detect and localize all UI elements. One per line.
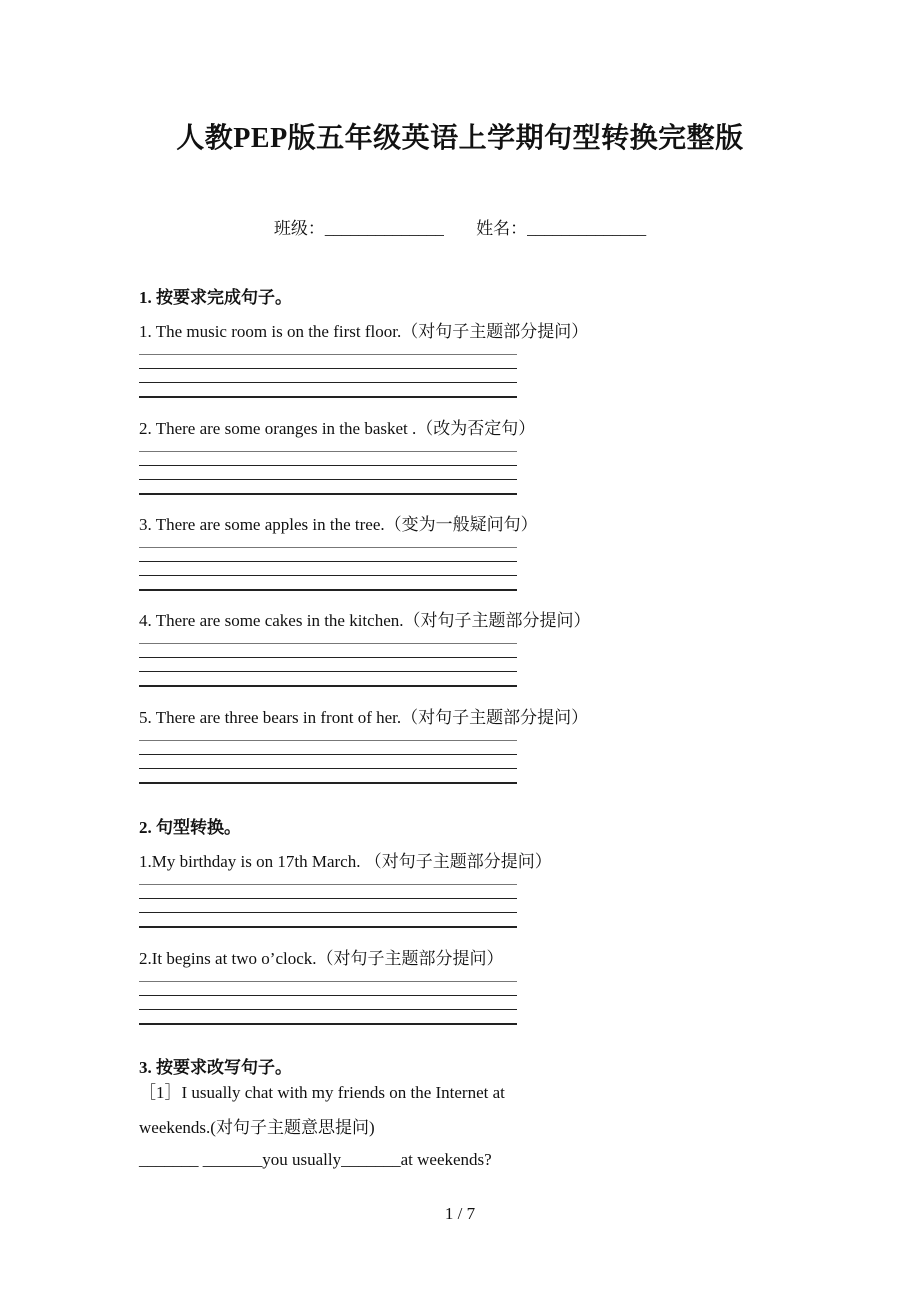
answer-line: [139, 884, 517, 885]
question-1-3: 3. There are some apples in the tree.（变为一般疑问句）: [139, 515, 538, 534]
answer-lines-1-3: [139, 547, 517, 591]
class-label: 班级：: [273, 219, 325, 238]
question-3-1-line-2: weekends.(对句子主题意思提问): [139, 1118, 375, 1137]
answer-line: [139, 926, 517, 928]
page-title: 人教PEP版五年级英语上学期句型转换完整版: [176, 123, 744, 154]
answer-lines-1-1: [139, 354, 517, 398]
answer-line: [139, 995, 517, 996]
answer-line: [139, 561, 517, 562]
answer-lines-1-2: [139, 451, 517, 495]
answer-line: [139, 981, 517, 982]
answer-line: [139, 589, 517, 591]
question-1-5: 5. There are three bears in front of her.（对句子主题部分提问）: [139, 708, 589, 727]
answer-line: [139, 643, 517, 644]
answer-line: [139, 671, 517, 672]
answer-line: [139, 782, 517, 784]
question-3-1-answer: _______ _______you usually_______at weekends?: [139, 1150, 492, 1169]
answer-line: [139, 575, 517, 576]
question-1-1: 1. The music room is on the first floor.（对句子主题部分提问）: [139, 322, 589, 341]
question-2-1: 1.My birthday is on 17th March. （对句子主题部分提问）: [139, 852, 552, 871]
section-heading-1: 1. 按要求完成句子。: [139, 288, 292, 307]
answer-line: [139, 451, 517, 452]
question-1-2: 2. There are some oranges in the basket .（改为否定句）: [139, 419, 536, 438]
answer-line: [139, 768, 517, 769]
section-heading-2: 2. 句型转换。: [139, 818, 241, 837]
section-heading-3: 3. 按要求改写句子。: [139, 1058, 292, 1077]
answer-line: [139, 740, 517, 741]
name-blank: ______________: [527, 219, 647, 238]
answer-line: [139, 1009, 517, 1010]
answer-line: [139, 754, 517, 755]
student-info-row: [0, 214, 920, 239]
question-3-1-line-1: ［1］I usually chat with my friends on the Internet at: [139, 1083, 505, 1102]
answer-lines-1-4: [139, 643, 517, 687]
class-blank: ______________: [324, 219, 444, 238]
answer-line: [139, 685, 517, 687]
answer-lines-1-5: [139, 740, 517, 784]
question-2-2: 2.It begins at two o’clock.（对句子主题部分提问）: [139, 949, 504, 968]
answer-line: [139, 493, 517, 495]
answer-lines-2-2: [139, 981, 517, 1025]
answer-line: [139, 354, 517, 355]
name-label: 姓名：: [476, 219, 528, 238]
answer-line: [139, 912, 517, 913]
class-field: [274, 214, 444, 239]
answer-line: [139, 1023, 517, 1025]
question-1-4: 4. There are some cakes in the kitchen.（对句子主题部分提问）: [139, 611, 591, 630]
answer-line: [139, 898, 517, 899]
answer-line: [139, 547, 517, 548]
answer-line: [139, 396, 517, 398]
answer-lines-2-1: [139, 884, 517, 928]
page-indicator: 1 / 7: [444, 1204, 476, 1223]
name-field: [476, 214, 646, 239]
answer-line: [139, 465, 517, 466]
answer-line: [139, 657, 517, 658]
answer-line: [139, 368, 517, 369]
answer-line: [139, 479, 517, 480]
answer-line: [139, 382, 517, 383]
